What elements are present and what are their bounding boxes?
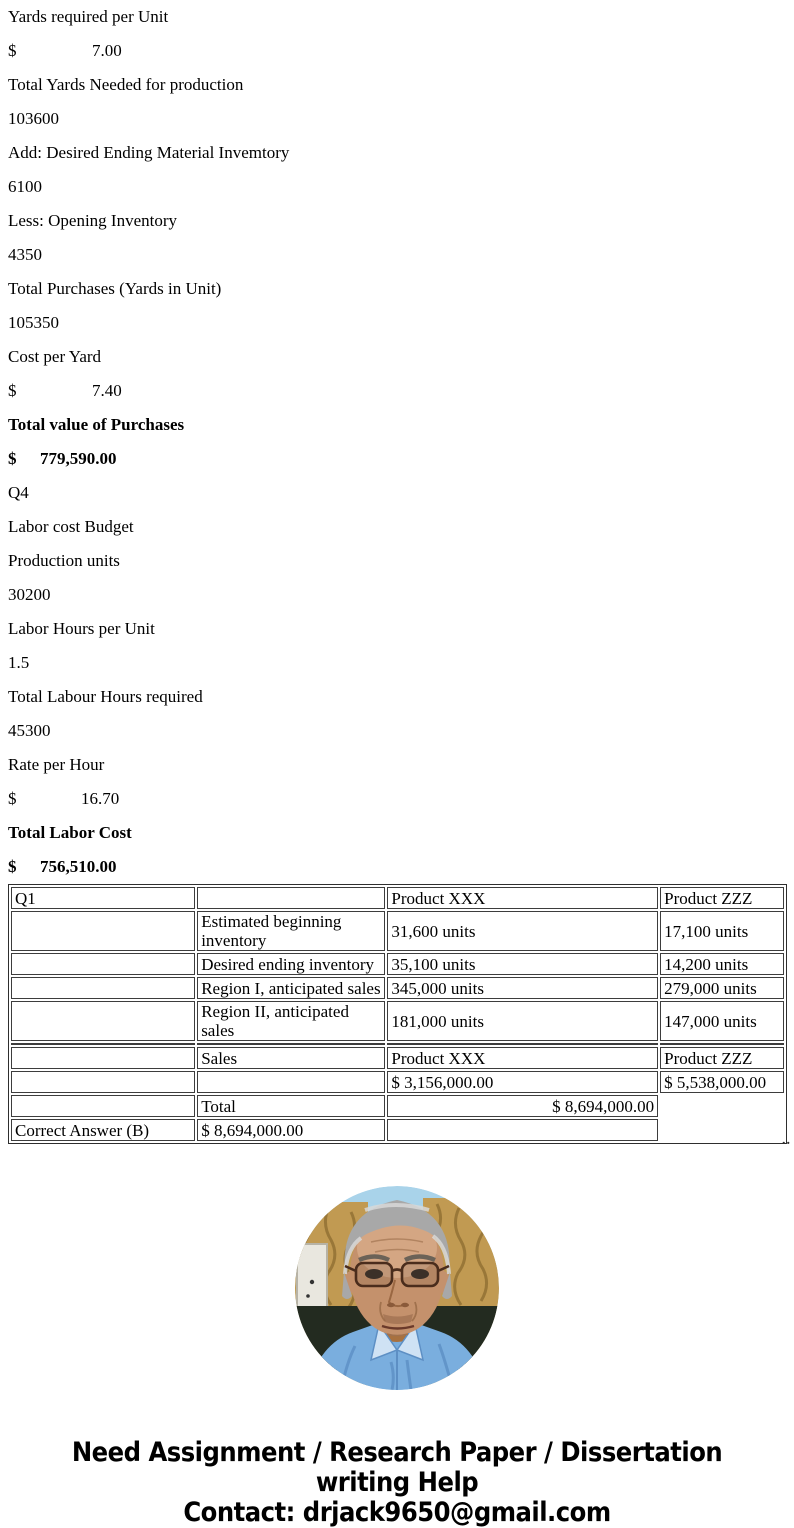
budget-line: Total Yards Needed for production	[8, 75, 244, 94]
table-cell: $ 5,538,000.00	[660, 1071, 784, 1093]
table-ellipsis: ..	[782, 1133, 791, 1148]
budget-line: Total Purchases (Yards in Unit)	[8, 279, 222, 298]
table-cell: Product ZZZ	[660, 1047, 784, 1069]
table-cell: 35,100 units	[387, 953, 658, 975]
sales-budget-table-wrap	[8, 884, 791, 1148]
budget-line	[8, 442, 786, 476]
table-cell: Estimated beginning inventory	[197, 911, 385, 951]
budget-line: Add: Desired Ending Material Invemtory	[8, 143, 290, 162]
table-row	[11, 977, 784, 999]
budget-line: 6100	[8, 177, 42, 196]
amount-value: 756,510.00	[40, 857, 117, 876]
table-cell: $ 3,156,000.00	[387, 1071, 658, 1093]
budget-line	[8, 850, 786, 884]
spacer-cell	[197, 1043, 385, 1045]
budget-line: Cost per Yard	[8, 347, 102, 366]
footer-line: Contact: drjack9650@gmail.com	[183, 1497, 611, 1528]
table-cell: $ 8,694,000.00	[197, 1119, 385, 1141]
budget-line: Yards required per Unit	[8, 7, 169, 26]
spacer-cell	[660, 1043, 784, 1045]
budget-line	[8, 782, 786, 816]
amount-value: 7.40	[92, 381, 122, 400]
budget-line: Total Labour Hours required	[8, 687, 203, 706]
budget-line: 30200	[8, 585, 51, 604]
table-row	[11, 887, 784, 909]
table-cell: 147,000 units	[660, 1001, 784, 1041]
amount-value: 779,590.00	[40, 449, 117, 468]
table-cell: 345,000 units	[387, 977, 658, 999]
table-cell	[11, 977, 195, 999]
budget-line: Q4	[8, 483, 29, 502]
footer-line: writing Help	[315, 1467, 479, 1498]
budget-line: 1.5	[8, 653, 30, 672]
footer-ad	[8, 1438, 786, 1528]
table-cell: Product XXX	[387, 1047, 658, 1069]
budget-line	[8, 374, 786, 408]
table-cell: Region I, anticipated sales	[197, 977, 385, 999]
table-cell: Sales	[197, 1047, 385, 1069]
budget-line: Production units	[8, 551, 120, 570]
table-cell	[11, 953, 195, 975]
currency-symbol: $	[8, 789, 17, 808]
amount-value: 16.70	[81, 789, 120, 808]
amount-value: 7.00	[92, 41, 122, 60]
table-cell: 17,100 units	[660, 911, 784, 951]
table-cell	[197, 1071, 385, 1093]
table-cell	[11, 911, 195, 951]
table-row	[11, 1119, 784, 1141]
budget-line: Rate per Hour	[8, 755, 105, 774]
currency-symbol: $	[8, 381, 17, 400]
table-cell: 181,000 units	[387, 1001, 658, 1041]
table-row	[11, 1095, 784, 1117]
table-row	[11, 1047, 784, 1069]
table-row	[11, 1001, 784, 1041]
table-cell: Q1	[11, 887, 195, 909]
spacer-row	[11, 1043, 784, 1045]
budget-section	[8, 0, 786, 884]
currency-symbol: $	[8, 857, 17, 876]
budget-line: Total value of Purchases	[8, 415, 185, 434]
table-cell: Total	[197, 1095, 385, 1117]
table-cell: Desired ending inventory	[197, 953, 385, 975]
budget-line: 103600	[8, 109, 59, 128]
budget-line	[8, 34, 786, 68]
table-cell	[11, 1071, 195, 1093]
sales-budget-table	[8, 884, 787, 1144]
table-cell: Correct Answer (B)	[11, 1119, 195, 1141]
table-row	[11, 953, 784, 975]
table-cell: 279,000 units	[660, 977, 784, 999]
table-cell	[11, 1095, 195, 1117]
table-cell: Product XXX	[387, 887, 658, 909]
table-row	[11, 1071, 784, 1093]
footer-line: Need Assignment / Research Paper / Dissertation	[71, 1437, 723, 1468]
budget-line: Labor cost Budget	[8, 517, 134, 536]
budget-line: Total Labor Cost	[8, 823, 132, 842]
table-row	[11, 911, 784, 951]
table-cell: Region II, anticipated sales	[197, 1001, 385, 1041]
tutor-avatar	[295, 1186, 499, 1390]
table-cell	[11, 1047, 195, 1069]
budget-line: Labor Hours per Unit	[8, 619, 155, 638]
table-cell: 14,200 units	[660, 953, 784, 975]
spacer-cell	[11, 1043, 195, 1045]
tutor-portrait-illustration	[295, 1186, 499, 1390]
table-cell	[11, 1001, 195, 1041]
currency-symbol: $	[8, 449, 17, 468]
table-cell	[387, 1119, 658, 1141]
currency-symbol: $	[8, 41, 17, 60]
budget-line: 105350	[8, 313, 59, 332]
sales-budget-table-body	[11, 887, 784, 1141]
spacer-cell	[387, 1043, 658, 1045]
table-cell: $ 8,694,000.00	[387, 1095, 658, 1117]
budget-line: 4350	[8, 245, 42, 264]
budget-line: Less: Opening Inventory	[8, 211, 178, 230]
table-cell: Product ZZZ	[660, 887, 784, 909]
table-cell	[197, 887, 385, 909]
budget-line: 45300	[8, 721, 51, 740]
table-cell: 31,600 units	[387, 911, 658, 951]
